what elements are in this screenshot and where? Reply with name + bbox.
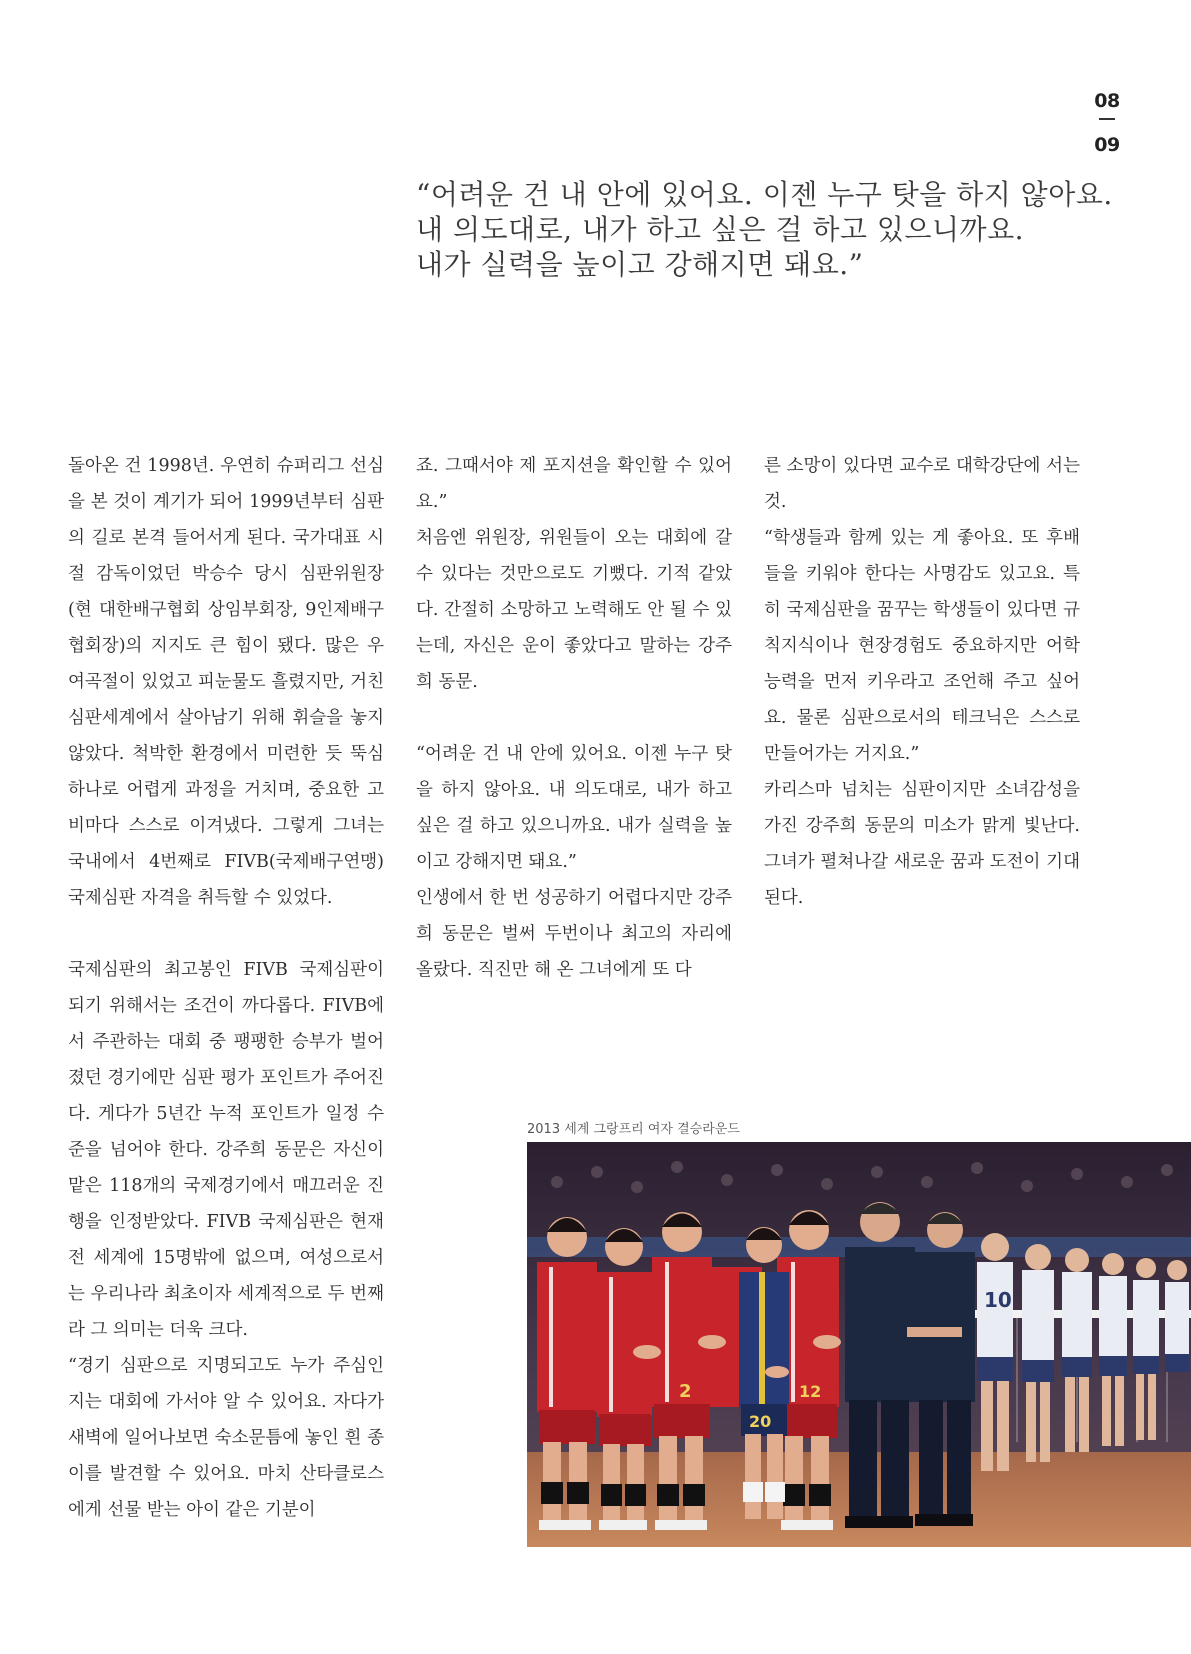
china-jersey-number: 2 bbox=[679, 1381, 692, 1402]
paragraph: 돌아온 건 1998년. 우연히 슈퍼리그 선심을 본 것이 계기가 되어 1999년부터 심판의 길로 본격 들어서게 된다. 국가대표 시절 감독이었던 박승수 당시 심판위원장(현 대한배구협회 상임부회장, 9인제배구협회장)의 지지도 큰 힘이 됐다. 많은 우여곡절이 있었고 피눈물도 흘렸지만, 거친 심판세계에서 살아남기 위해 휘슬을 놓지 않았다. 척박한 환경에서 미련한 듯 뚝심 하나로 어렵게 과정을 거치며, 중요한 고비마다 스스로 이겨냈다. 그렇게 그녀는 국내에서 4번째로 FIVB(국제배구연맹) 국제심판 자격을 취득할 수 있었다. bbox=[68, 456, 384, 908]
pull-quote-line: “어려운 건 내 안에 있어요. 이젠 누구 탓을 하지 않아요. bbox=[416, 178, 1113, 211]
paragraph: 처음엔 위원장, 위원들이 오는 대회에 갈 수 있다는 것만으로도 기뻤다. 기적 같았다. 간절히 소망하고 노력해도 안 될 수 있는데, 자신은 운이 좋았다고 말하는 강주희 동문. bbox=[416, 528, 732, 692]
paragraph: “어려운 건 내 안에 있어요. 이젠 누구 탓을 하지 않아요. 내 의도대로, 내가 하고 싶은 걸 하고 있으니까요. 내가 실력을 높이고 강해지면 돼요.” bbox=[416, 744, 732, 872]
paragraph: 른 소망이 있다면 교수로 대학강단에 서는 것. bbox=[764, 456, 1080, 512]
china-jersey-number: 12 bbox=[799, 1382, 822, 1401]
page-number-right: 09 bbox=[1094, 134, 1120, 156]
page-number-divider bbox=[1087, 118, 1127, 120]
paragraph: 죠. 그때서야 제 포지션을 확인할 수 있어요.” bbox=[416, 456, 732, 512]
paragraph: 인생에서 한 번 성공하기 어렵다지만 강주희 동문은 벌써 두번이나 최고의 자리에 올랐다. 직진만 해 온 그녀에게 또 다 bbox=[416, 888, 732, 980]
article-column-2 bbox=[416, 448, 732, 988]
pull-quote-line: 내가 실력을 높이고 강해지면 돼요.” bbox=[416, 248, 864, 281]
photo-caption: 2013 세계 그랑프리 여자 결승라운드 bbox=[527, 1122, 740, 1137]
paragraph: 국제심판의 최고봉인 FIVB 국제심판이 되기 위해서는 조건이 까다롭다. FIVB에서 주관하는 대회 중 팽팽한 승부가 벌어졌던 경기에만 심판 평가 포인트가 주어진다. 게다가 5년간 누적 포인트가 일정 수준을 넘어야 한다. 강주희 동문은 자신이 맡은 118개의 국제경기에서 매끄러운 진행을 인정받았다. FIVB 국제심판은 현재 전 세계에 15명밖에 없으며, 여성으로서는 우리나라 최초이자 세계적으로 두 번째라 그 의미는 더욱 크다. bbox=[68, 960, 384, 1340]
paragraph: “경기 심판으로 지명되고도 누가 주심인지는 대회에 가서야 알 수 있어요. 자다가 새벽에 일어나보면 숙소문틈에 놓인 흰 종이를 발견할 수 있어요. 마치 산타클로스에게 선물 받는 아이 같은 기분이 bbox=[68, 1356, 384, 1520]
article-column-3 bbox=[764, 448, 1080, 916]
article-column-1 bbox=[68, 448, 384, 1528]
paragraph: “학생들과 함께 있는 게 좋아요. 또 후배들을 키워야 한다는 사명감도 있고요. 특히 국제심판을 꿈꾸는 학생들이 있다면 규칙지식이나 현장경험도 중요하지만 어학능력을 먼저 키우라고 조언해 주고 싶어요. 물론 심판으로서의 테크닉은 스스로 만들어가는 거지요.” bbox=[764, 528, 1080, 764]
volleyball-photo bbox=[527, 1142, 1191, 1547]
pull-quote-line: 내 의도대로, 내가 하고 싶은 걸 하고 있으니까요. bbox=[416, 213, 1025, 246]
pull-quote bbox=[416, 177, 1116, 282]
usa-jersey-number: 10 bbox=[984, 1288, 1012, 1312]
paragraph: 카리스마 넘치는 심판이지만 소녀감성을 가진 강주희 동문의 미소가 맑게 빛난다. 그녀가 펼쳐나갈 새로운 꿈과 도전이 기대된다. bbox=[764, 780, 1080, 908]
china-jersey-number: 20 bbox=[749, 1412, 772, 1431]
page-number-left: 08 bbox=[1094, 90, 1120, 112]
